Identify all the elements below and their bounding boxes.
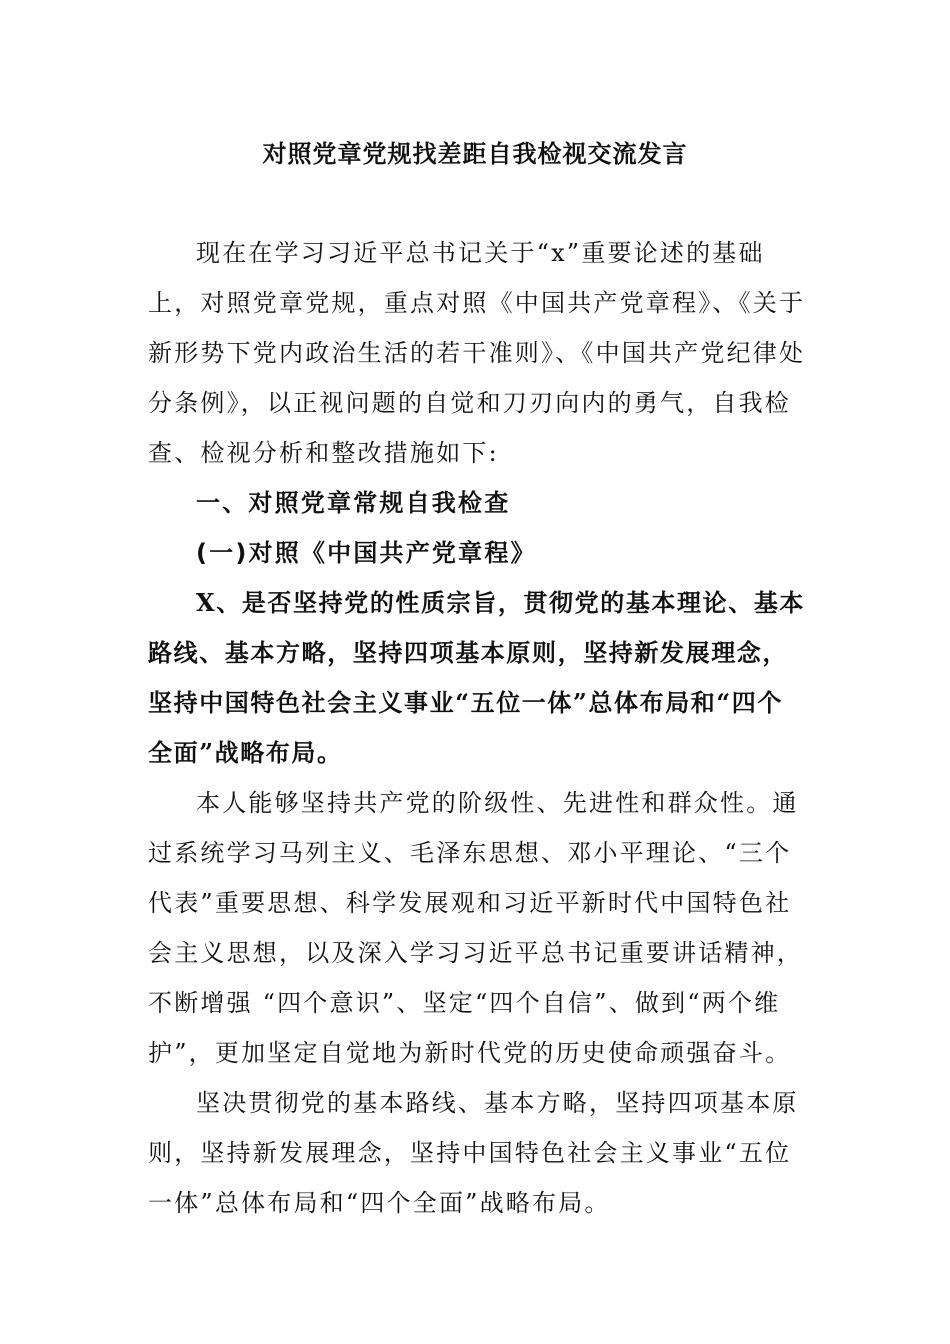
section-heading: 一、对照党章常规自我检查 xyxy=(196,489,511,517)
subsection-heading: (一)对照《中国共产党章程》 xyxy=(196,539,537,567)
body-paragraph: 坚决贯彻党的基本路线、基本方略，坚持四项基本原则，坚持新发展理念，坚持中国特色社会主义事业“五位一体”总体布局和“四个全面”战略布局。 xyxy=(148,1089,799,1217)
intro-paragraph: 现在在学习习近平总书记关于“x”重要论述的基础上，对照党章党规，重点对照《中国共产党章程》、《关于新形势下党内政治生活的若干准则》、《中国共产党纪律处分条例》，以正视问题的自觉和刀刃向内的勇气，自我检查、检视分析和整改措施如下: xyxy=(148,239,806,467)
question-paragraph: X、是否坚持党的性质宗旨，贯彻党的基本理论、基本路线、基本方略，坚持四项基本原则，坚持新发展理念，坚持中国特色社会主义事业“五位一体”总体布局和“四个全面”战略布局。 xyxy=(148,588,806,767)
document-body xyxy=(148,228,808,1228)
body-paragraph: 本人能够坚持共产党的阶级性、先进性和群众性。通过系统学习马列主义、毛泽东思想、邓小平理论、“三个代表”重要思想、科学发展观和习近平新时代中国特色社会主义思想，以及深入学习习近平总书记重要讲话精神，不断增强 “四个意识”、坚定“四个自信”、做到“两个维护”，更加坚定自觉地为新时代党的历史使命顽强奋斗。 xyxy=(148,789,803,1067)
document-title: 对照党章党规找差距自我检视交流发言 xyxy=(262,139,688,168)
